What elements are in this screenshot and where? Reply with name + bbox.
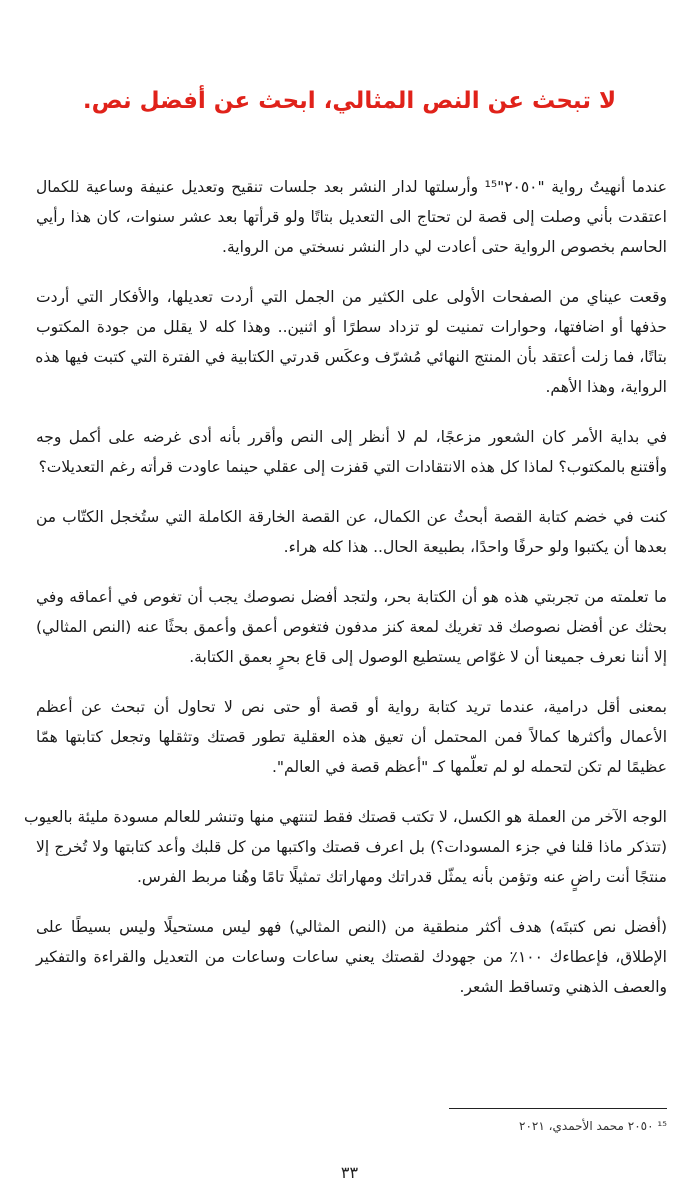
paragraph-line: والعصف الذهني وتساقط الشعر.	[459, 978, 667, 996]
paragraph-line: عظيمًا لم تكن لتحمله لو لم تعلّمها كـ "أعظم قصة في العالم".	[271, 758, 667, 776]
paragraph-line: إلا أننا نعرف جميعنا أن لا غوّاص يستطيع الوصول إلى قاع بحرٍ بعمق الكتابة.	[189, 648, 667, 666]
paragraph-line: وقعت عيناي من الصفحات الأولى على الكثير من الجمل التي أردت تعديلها، والأفكار التي أردت	[36, 288, 667, 306]
paragraph	[36, 502, 667, 562]
paragraph-line: بمعنى أقل درامية، عندما تريد كتابة رواية أو قصة أو حتى نص لا تحاول أن تبحث عن أعظم	[36, 698, 667, 716]
body-text	[24, 172, 667, 1022]
paragraph-line: (أفضل نص كتبتَه) هدف أكثر منطقية من (النص المثالي) فهو ليس مستحيلًا وليس بسيطًا على	[36, 918, 667, 936]
paragraph-line: في بداية الأمر كان الشعور مزعجًا، لم لا أنظر إلى النص وأقرر بأنه أدى غرضه على أكمل وجه	[36, 428, 667, 446]
paragraph	[36, 582, 667, 672]
paragraph-line: ما تعلمته من تجربتي هذه هو أن الكتابة بحر، ولتجد أفضل نصوصك يجب أن تغوص في أعماقه وفي	[36, 588, 667, 606]
page-number: ٣٣	[340, 1163, 359, 1182]
paragraph-line: الحاسم بخصوص الرواية حتى أعادت لي دار النشر نسختي من الرواية.	[222, 238, 667, 256]
paragraph	[36, 282, 667, 402]
paragraph-line: اعتقدت بأني وصلت إلى قصة لن تحتاج الى التعديل بتاتًا ولو قرأتها بعد عشر سنوات، كان هذا رأيي	[36, 208, 667, 226]
paragraph-line: بحثك عن أفضل نصوصك قد تغريك لمعة كنز مدفون فتغوص أعمق وأعمق بحثًا عنه (النص المثالي)	[36, 618, 667, 636]
paragraph	[36, 172, 667, 262]
paragraph-line: بعدها أن يكتبوا ولو حرفًا واحدًا، بطبيعة الحال.. هذا كله هراء.	[283, 538, 667, 556]
paragraph-line: الرواية، وهذا الأهم.	[545, 378, 667, 396]
paragraph-line: (تتذكر ماذا قلنا في جزء المسودات؟) بل اعرف قصتك واكتبها من كل قلبك وأعد كتابتها ولا تُخرج إلا	[36, 838, 667, 856]
paragraph-line: وأقتنع بالمكتوب؟ لماذا كل هذه الانتقادات التي قفزت إلى عقلي حينما عاودت قرأته رغم التعديلات؟	[38, 458, 667, 476]
chapter-title: لا تبحث عن النص المثالي، ابحث عن أفضل نص.	[82, 88, 617, 114]
paragraph-line: الإطلاق، فإعطاءك ١٠٠٪ من جهودك لقصتك يعني ساعات وساعات من التعديل والقراءة والتفكير	[36, 948, 667, 966]
paragraph	[36, 912, 667, 1002]
paragraph	[36, 692, 667, 782]
paragraph	[24, 802, 667, 892]
footnote-divider	[449, 1108, 667, 1109]
paragraph-line: حذفها أو اضافتها، وحوارات تمنيت لو تزداد سطرًا أو اثنين.. وهذا كله لا يقلل من جودة المكتوب	[36, 318, 667, 336]
paragraph	[36, 422, 667, 482]
paragraph-line: الوجه الآخر من العملة هو الكسل، لا تكتب قصتك فقط لتنتهي منها وتنشر للعالم مسودة مليئة بالعيوب	[24, 808, 667, 826]
paragraph-line: كنت في خضم كتابة القصة أبحثُ عن الكمال، عن القصة الخارقة الكاملة التي ستُخجل الكتّاب من	[36, 508, 667, 526]
paragraph-line: عندما أنهيتُ رواية "٢٠٥٠"¹⁵ وأرسلتها لدار النشر بعد جلسات تنقيح وتعديل عنيفة وساعية للكمال	[36, 178, 667, 196]
paragraph-line: بتاتًا، فما زلت أعتقد بأن المنتج النهائي مُشرّف وعكَس قدرتي الكتابية في الفترة التي كتبت فيها هذه	[35, 348, 667, 366]
paragraph-line: منتجًا أنت راضٍ عنه وتؤمن بأنه يمثّل قدراتك ومهاراتك تمثيلًا تامًا وهُنا مربط الفرس.	[137, 868, 667, 886]
paragraph-line: الأعمال وأكثرها كمالاً فمن المحتمل أن تعيق هذه العقلية تطور قصتك وتثقلها وتجعل كتابتها همّا	[36, 728, 667, 746]
footnote: ¹⁵ ٢٠٥٠ محمد الأحمدي، ٢٠٢١	[519, 1119, 667, 1133]
